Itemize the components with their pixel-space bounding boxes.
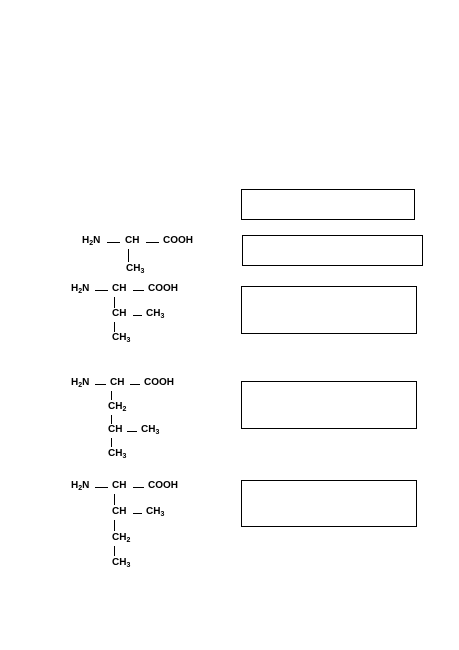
amine-group: $H_2N$ bbox=[71, 377, 90, 389]
carboxyl-group: COOH bbox=[148, 283, 178, 294]
bond-line bbox=[114, 322, 115, 332]
side-chain-group: CH bbox=[112, 308, 127, 319]
answer-box-3[interactable] bbox=[241, 381, 417, 429]
branch-group: $CH_3$ bbox=[141, 424, 160, 436]
side-chain-group: $CH_3$ bbox=[108, 448, 127, 460]
side-chain-group: $CH_2$ bbox=[108, 401, 127, 413]
bond-line bbox=[114, 520, 115, 531]
bond-line bbox=[130, 384, 140, 385]
alpha-carbon: CH bbox=[112, 283, 127, 294]
branch-group: $CH_3$ bbox=[146, 506, 165, 518]
alpha-carbon: CH bbox=[110, 377, 125, 388]
bond-line bbox=[107, 242, 120, 243]
answer-box-2[interactable] bbox=[241, 286, 417, 334]
bond-line bbox=[128, 249, 129, 262]
bond-line bbox=[111, 438, 112, 447]
bond-line bbox=[111, 415, 112, 424]
answer-box-1[interactable] bbox=[242, 235, 423, 266]
bond-line bbox=[146, 242, 159, 243]
bond-line bbox=[133, 290, 144, 291]
bond-line bbox=[133, 315, 142, 316]
bond-line bbox=[127, 431, 137, 432]
branch-group: $CH_3$ bbox=[146, 308, 165, 320]
bond-line bbox=[111, 391, 112, 400]
side-chain-group: CH bbox=[112, 506, 127, 517]
side-chain-group: $CH_3$ bbox=[112, 557, 131, 569]
answer-box-4[interactable] bbox=[241, 480, 417, 527]
alpha-carbon: CH bbox=[112, 480, 127, 491]
amine-group: $H_2N$ bbox=[71, 283, 90, 295]
bond-line bbox=[95, 384, 106, 385]
bond-line bbox=[95, 487, 108, 488]
bond-line bbox=[133, 487, 144, 488]
side-chain-group: $CH_3$ bbox=[126, 263, 145, 275]
bond-line bbox=[95, 290, 108, 291]
carboxyl-group: COOH bbox=[163, 235, 193, 246]
carboxyl-group: COOH bbox=[148, 480, 178, 491]
alpha-carbon: CH bbox=[125, 235, 140, 246]
side-chain-group: $CH_3$ bbox=[112, 332, 131, 344]
bond-line bbox=[133, 513, 142, 514]
side-chain-group: $CH_2$ bbox=[112, 532, 131, 544]
carboxyl-group: COOH bbox=[144, 377, 174, 388]
bond-line bbox=[114, 297, 115, 308]
bond-line bbox=[114, 494, 115, 505]
amine-group: $H_2N$ bbox=[82, 235, 101, 247]
amine-group: $H_2N$ bbox=[71, 480, 90, 492]
answer-box-header[interactable] bbox=[241, 189, 415, 220]
side-chain-group: CH bbox=[108, 424, 123, 435]
bond-line bbox=[114, 546, 115, 556]
